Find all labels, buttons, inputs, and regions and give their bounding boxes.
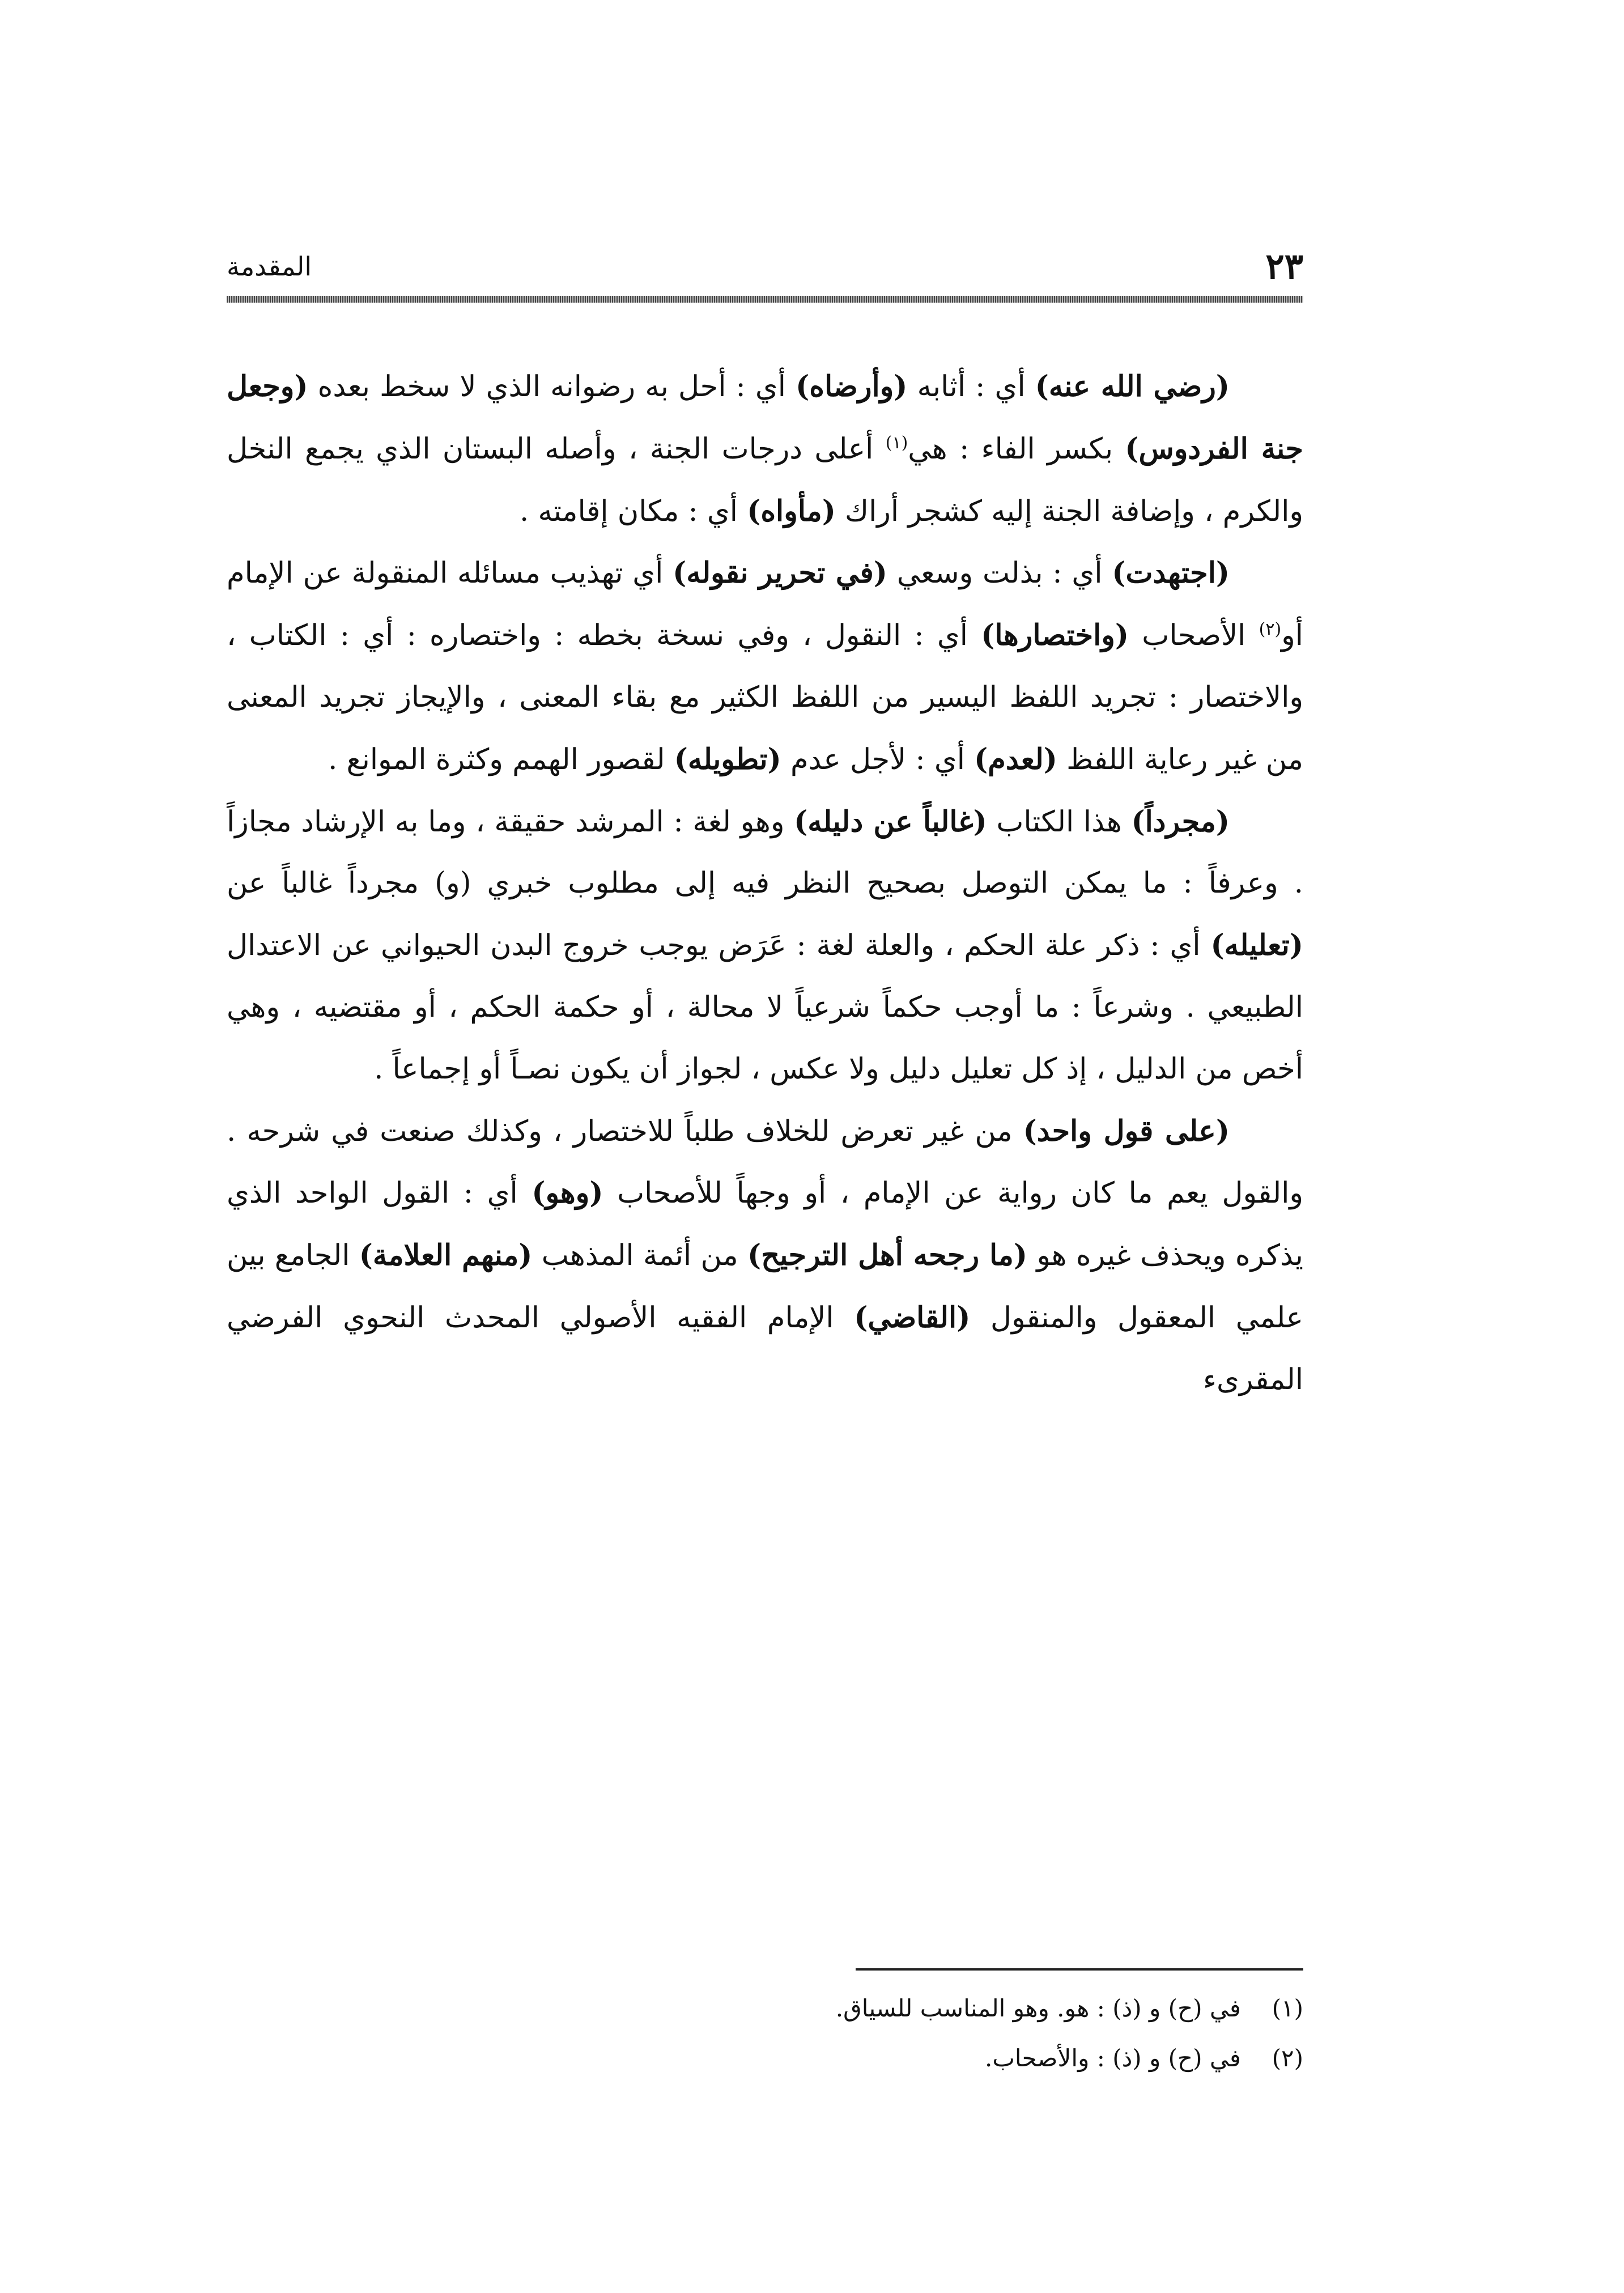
sharh-text: أي : بذلت وسعي bbox=[887, 557, 1112, 591]
matn-text: (القاضي) bbox=[854, 1300, 971, 1335]
footnote-ref: (١) bbox=[885, 432, 908, 453]
matn-text: (منهم العلامة) bbox=[359, 1238, 533, 1273]
matn-text: (ما رجحه أهل الترجيح) bbox=[747, 1238, 1027, 1273]
matn-text: (تطويله) bbox=[674, 742, 781, 776]
matn-text: (اجتهدت) bbox=[1112, 556, 1230, 591]
matn-text: (وأرضاه) bbox=[796, 370, 908, 404]
sharh-text: بكسر الفاء : هي bbox=[908, 432, 1125, 466]
sharh-text: الجامع بين علمي المعقول والمنقول bbox=[227, 1239, 1304, 1335]
sharh-text: لقصور الهمم وكثرة الموانع . bbox=[328, 742, 674, 776]
sharh-text: الأصحاب bbox=[1129, 619, 1259, 653]
sharh-text: من غير تعرض للخلاف طلباً للاختصار ، وكذلك صنعت في شرحه . والقول يعم ما كان رواية عن الإمام ، أو وجهاً للأصحاب bbox=[227, 1114, 1304, 1211]
running-title: المقدمة bbox=[227, 251, 312, 282]
matn-text: (غالباً عن دليله) bbox=[794, 804, 987, 839]
page-number: ٢٣ bbox=[1265, 245, 1303, 287]
matn-text: (تعليله) bbox=[1210, 928, 1303, 963]
matn-text: (وجعل جنة الفردوس) bbox=[227, 370, 1303, 466]
matn-text: (مأواه) bbox=[747, 494, 836, 528]
sharh-text: هذا الكتاب bbox=[987, 805, 1132, 839]
footnotes bbox=[227, 1984, 1303, 2083]
sharh-text: أي تهذيب مسائله المنقولة عن الإمام أو bbox=[227, 557, 1303, 653]
sharh-text: من أئمة المذهب bbox=[532, 1239, 748, 1273]
sharh-text: أي : لأجل عدم bbox=[781, 742, 975, 776]
matn-text: (لعدم) bbox=[974, 742, 1057, 776]
sharh-text: أي : النقول ، وفي نسخة بخطه : واختصاره : أي : الكتاب ، والاختصار : تجريد اللفظ اليسير من اللفظ الكثير مع بقاء المعنى ، والإيجاز تجريد المعنى من غير رعاية اللفظ bbox=[227, 619, 1303, 776]
footnote-separator bbox=[856, 1968, 1303, 1971]
matn-text: (مجرداً) bbox=[1131, 804, 1230, 839]
paragraph bbox=[227, 791, 1303, 1101]
sharh-text: وهو لغة : المرشد حقيقة ، وما به الإرشاد مجازاً . وعرفاً : ما يمكن التوصل بصحيح النظر فيه إلى مطلوب خبري (و) مجرداً غالباً عن bbox=[227, 805, 1303, 901]
matn-text: (على قول واحد) bbox=[1023, 1114, 1230, 1148]
sharh-text: أعلى درجات الجنة ، وأصله البستان الذي يجمع النخل والكرم ، وإضافة الجنة إليه كشجر أراك bbox=[227, 432, 1303, 528]
header-rule bbox=[227, 296, 1303, 303]
page-header bbox=[227, 244, 1303, 289]
footnote-ref: (٢) bbox=[1259, 619, 1282, 640]
sharh-text: أي : أحل به رضوانه الذي لا سخط بعده bbox=[308, 370, 796, 404]
matn-text: (رضي الله عنه) bbox=[1035, 370, 1230, 404]
matn-text: (واختصارها) bbox=[981, 618, 1129, 653]
footnote-number: (١) bbox=[1272, 1994, 1303, 2022]
matn-text: (في تحرير نقوله) bbox=[673, 556, 887, 591]
sharh-text: أي : مكان إقامته . bbox=[520, 494, 747, 528]
footnote bbox=[227, 2033, 1303, 2083]
paragraph bbox=[227, 1101, 1303, 1411]
sharh-text: أي : أثابه bbox=[907, 370, 1035, 404]
footnote-number: (٢) bbox=[1272, 2044, 1303, 2072]
main-text bbox=[227, 356, 1303, 1411]
sharh-text: الإمام الفقيه الأصولي المحدث النحوي الفرضي المقرىء bbox=[227, 1301, 1303, 1396]
footnote-text: في (ح) و (ذ) : هو. وهو المناسب للسياق. bbox=[835, 1994, 1241, 2022]
sharh-text: أي : ذكر علة الحكم ، والعلة لغة : عَرَض يوجب خروج البدن الحيواني عن الاعتدال الطبيعي . وشرعاً : ما أوجب حكماً شرعياً لا محالة ، أو حكمة الحكم ، أو مقتضيه ، وهي أخص من الدليل ، إذ كل تعليل دليل ولا عكس ، لجواز أن يكون نصـاً أو إجماعاً . bbox=[227, 929, 1303, 1086]
footnote bbox=[227, 1984, 1303, 2033]
paragraph bbox=[227, 356, 1303, 542]
paragraph bbox=[227, 542, 1303, 791]
footnote-text: في (ح) و (ذ) : والأصحاب. bbox=[985, 2044, 1241, 2072]
matn-text: (وهو) bbox=[532, 1176, 603, 1211]
sharh-text: أي : القول الواحد الذي يذكره ويحذف غيره هو bbox=[227, 1177, 1303, 1273]
